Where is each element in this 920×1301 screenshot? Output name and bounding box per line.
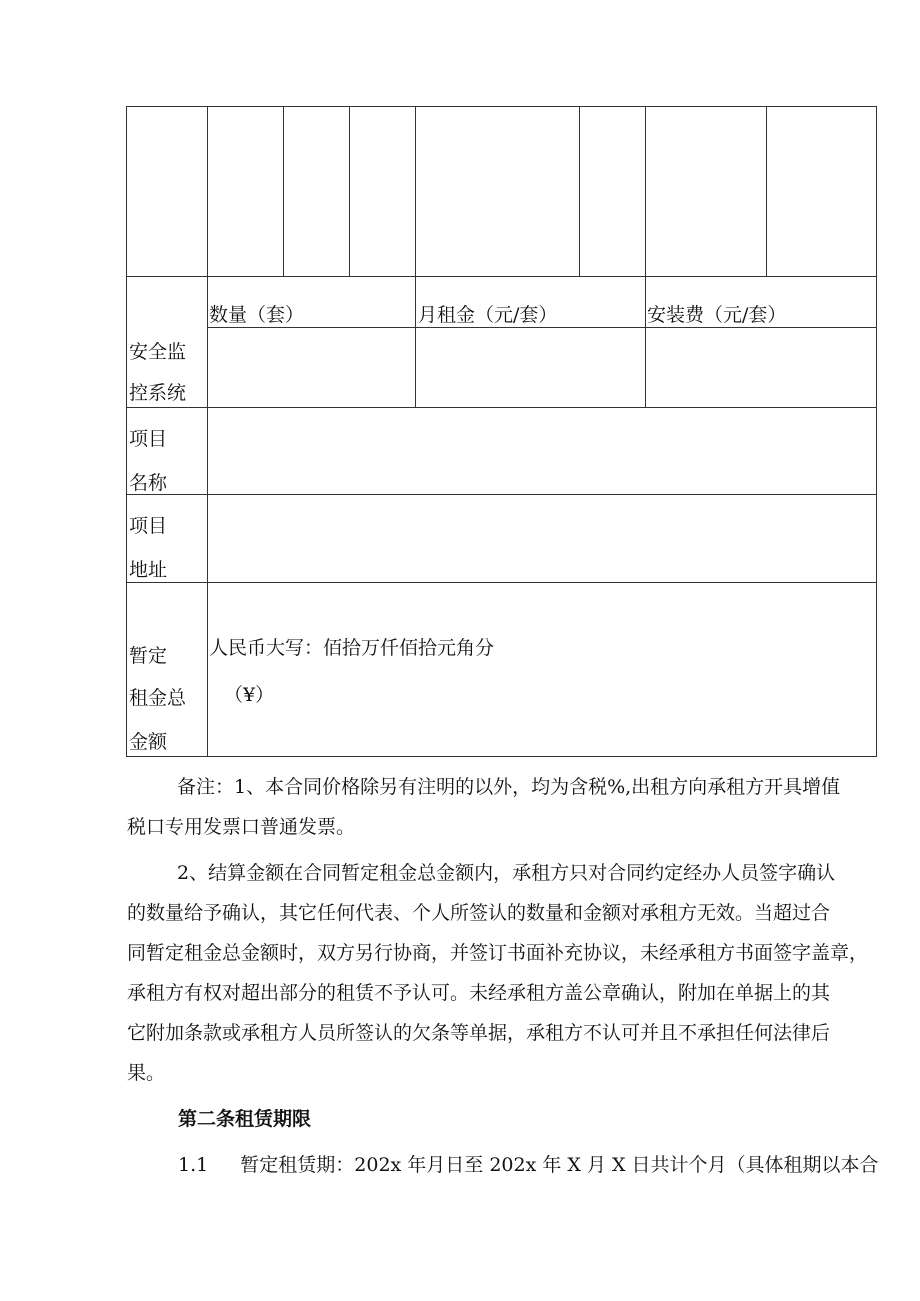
table-row-divider — [126, 582, 877, 583]
table-border-top — [126, 106, 877, 107]
clause-text: 暂定租赁期：202x 年月日至 202x 年 X 月 X 日共计个月（具体租期以本合 — [240, 1154, 879, 1176]
remark-note-2-line6: 果。 — [127, 1062, 166, 1084]
clause-number: 1.1 — [178, 1154, 209, 1176]
total-rent-label-line1: 暂定 — [129, 645, 168, 667]
table-column-divider — [349, 106, 350, 277]
security-system-label-line1: 安全监 — [129, 341, 187, 363]
project-name-label-line1: 项目 — [129, 428, 168, 450]
table-column-divider — [283, 106, 284, 277]
table-row-divider — [126, 276, 877, 277]
remark-note-2-line1: 2、结算金额在合同暂定租金总金额内，承租方只对合同约定经办人员签字确认 — [177, 862, 836, 884]
table-label-column-divider — [207, 106, 208, 757]
project-address-label-line1: 项目 — [129, 515, 168, 537]
table-column-divider — [415, 106, 416, 277]
security-system-label-line2: 控系统 — [129, 382, 187, 404]
quantity-field[interactable] — [209, 329, 414, 406]
table-border-bottom — [126, 756, 877, 757]
rmb-symbol-amount: （¥） — [224, 684, 275, 706]
table-column-divider — [766, 106, 767, 277]
remark-note-1-line2: 税口专用发票口普通发票。 — [127, 816, 356, 838]
table-row-divider — [126, 494, 877, 495]
table-column-divider — [645, 276, 646, 408]
remark-note-1 — [127, 767, 879, 847]
remark-note-1-line1: 备注：1、本合同价格除另有注明的以外，均为含税%,出租方向承租方开具增值 — [177, 776, 841, 798]
table-column-divider — [645, 106, 646, 277]
article-2-heading: 第二条租赁期限 — [178, 1108, 312, 1130]
total-rent-label-line2: 租金总 — [129, 687, 187, 709]
remark-note-2 — [127, 853, 879, 1093]
total-rent-label-line3: 金额 — [129, 731, 168, 753]
project-address-field[interactable] — [209, 496, 875, 581]
remark-note-2-line2: 的数量给予确认，其它任何代表、个人所签认的数量和金额对承租方无效。当超过合 — [127, 902, 831, 924]
table-row-divider — [126, 407, 877, 408]
install-fee-column-header: 安装费（元/套） — [647, 304, 787, 326]
remark-note-2-line4: 承租方有权对超出部分的租赁不予认可。未经承租方盖公章确认，附加在单据上的其 — [127, 982, 831, 1004]
clause-1-1 — [178, 1145, 879, 1185]
table-column-divider — [579, 106, 580, 277]
rmb-uppercase-amount: 人民币大写：佰拾万仟佰拾元角分 — [209, 637, 495, 659]
table-subrow-divider — [207, 327, 877, 328]
project-name-field[interactable] — [209, 409, 875, 493]
table-border-right — [876, 106, 877, 757]
remark-note-2-line5: 它附加条款或承租方人员所签认的欠条等单据，承租方不认可并且不承担任何法律后 — [127, 1022, 831, 1044]
table-column-divider — [415, 276, 416, 408]
monthly-rent-column-header: 月租金（元/套） — [418, 304, 558, 326]
table-border-left — [126, 106, 127, 757]
project-address-label-line2: 地址 — [129, 559, 168, 581]
remark-note-2-line3: 同暂定租金总金额时，双方另行协商，并签订书面补充协议，未经承租方书面签字盖章， — [127, 942, 869, 964]
monthly-rent-field[interactable] — [417, 329, 644, 406]
project-name-label-line2: 名称 — [129, 472, 168, 494]
install-fee-field[interactable] — [647, 329, 875, 406]
quantity-column-header: 数量（套） — [209, 304, 305, 326]
